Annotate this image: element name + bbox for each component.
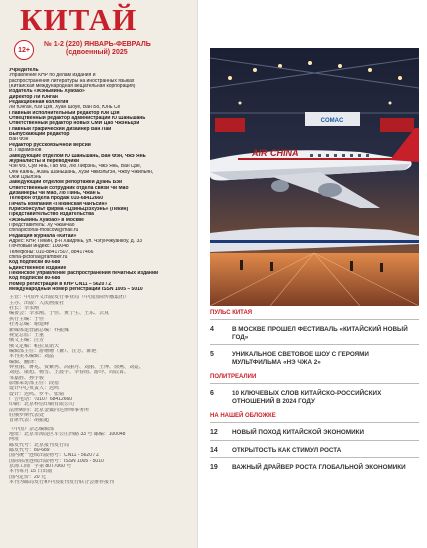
credit-line: 地址：北京市海淀区车公庄西路 33 号 邮编：100048 [9, 432, 126, 438]
credit-line: Юрисконсульт фирма «Цзиньцзэхуэнь» (Пекин) [9, 206, 129, 212]
credit-line: Отвецтвенный редактор администрации Ю Шаньшань [9, 116, 146, 122]
issue-number: № 1-2 (220) ЯНВАРЬ-ФЕВРАЛЬ [44, 41, 151, 48]
credit-line: Номер регистрации в КНР CN11 – 5620 / Z [9, 281, 112, 287]
credit-line: Код подписки 80-688 [9, 276, 61, 282]
toc-article-title: 10 КЛЮЧЕВЫХ СЛОВ КИТАЙСКО-РОССИЙСКИХ ОТНОШЕНИЙ В 2024 ГОДУ [232, 390, 382, 405]
credit-line: Выпускающий редактор [9, 132, 70, 138]
toc-page-number: 14 [210, 446, 218, 454]
credit-line: 《中国》杂志编辑部 [9, 426, 55, 432]
credit-line: Заведующие отделом Ю Шаньшань, Ван Фэн, Чжэ Янь [9, 153, 146, 159]
credit-line: Код подписки 80-688 [9, 260, 61, 266]
cover-photo [210, 48, 419, 306]
credit-line: 印刷：北京科信印刷有限公司 [9, 402, 75, 408]
credit-line: 新媒体运营副总编：乔振煤 [9, 327, 70, 333]
toc-page-number: 4 [210, 326, 214, 333]
credit-line: Телефоны: 010-88417507, 88417466 [9, 249, 94, 255]
credit-line: chinapictorial-moscow@mail.ru [9, 228, 79, 234]
credit-line: В. Парамонов [9, 148, 42, 154]
credit-line: Журналисты и переводчики [9, 158, 80, 164]
credit-line: 主办、出版：人民画报社 [9, 300, 65, 306]
credit-line: Директор Ли Юнган [9, 94, 58, 100]
credit-line: 执行主编：于佳 [9, 316, 45, 322]
credit-line: 影像采访部主任：段蓓 [9, 380, 60, 386]
toc-entry[interactable] [210, 383, 419, 405]
credit-line: Телефон отдела продаж 010-68412660 [9, 196, 104, 202]
credit-line: 网址 [9, 437, 20, 443]
credit-line: Редакционная коллегия [9, 100, 69, 106]
toc-entry[interactable] [210, 422, 419, 437]
credit-line: 设计中心负责人：迟鸣 [9, 386, 60, 392]
banner-text: COMAC [320, 118, 344, 124]
credit-line: 编辑、翻译： [9, 359, 40, 365]
credit-line: Международный номер регистрации ISSN 1005 – 5010 [9, 287, 143, 293]
toc-section-title: ПУЛЬС КИТАЯ [210, 310, 253, 316]
credit-line: 广告电话：（010）68412660 [9, 396, 73, 402]
toc-page-number: 19 [210, 464, 218, 471]
magazine-logo: КИТАЙ [20, 2, 138, 37]
credit-line: 社务总编：谢建峰 [9, 322, 50, 328]
credit-line: 钟亚丽、蒋兆、贾紫冉、高丽丹、刘丽、王博、徐燕、刘霓、 [9, 364, 145, 370]
credit-line: 国内统一连续出版物号：CN11 - 5620 / Z [9, 453, 100, 459]
credit-line: Оян Каянь, Жань Шаньшань, Хуэй Чжиэльтэн, Чжоу Чжильян, [9, 169, 154, 175]
credit-line: 设计：迟鸣、罗平、张婧 [9, 391, 65, 397]
credit-line: Издатель «Жэньминь Хуабао» [9, 89, 85, 95]
credit-line: china-pictorial@rambler.ru [9, 255, 68, 261]
toc-article-title: НОВЫЙ ПОХОД КИТАЙСКОЙ ЭКОНОМИКИ [232, 429, 364, 436]
age-rating-badge: 12+ [14, 40, 34, 60]
credit-line: Учредитель [9, 68, 39, 73]
credit-line: 视觉总监：王重 [9, 332, 45, 338]
credit-line: Представитель: Ху Чжанчао [9, 222, 75, 228]
credit-line: 俄文定稿：帕拉莫诺夫 [9, 343, 60, 349]
credit-line: Ван Фэн [9, 137, 29, 143]
credits-block [9, 68, 193, 485]
toc-article-title: ВАЖНЫЙ ДРАЙВЕР РОСТА ГЛОБАЛЬНОЙ ЭКОНОМИКИ [232, 464, 406, 471]
credit-line: 本刊为邮局发行和中国报刊发行联合会推荐报刊 [9, 480, 115, 486]
credit-line: Печать компания «Пекинская чанъсин» [9, 201, 108, 207]
credit-line: (Китайская международная вещательная корпорация) [9, 84, 136, 90]
credit-line: 国际标准连续出版物号：ISSN 1005 - 5010 [9, 458, 104, 464]
credit-line: Ответственный сотрудник отдела связи Чи Мао [9, 185, 129, 191]
credit-line: 首席代表：胡振超 [9, 418, 50, 424]
credit-line: 本刊美术编辑：刘晶 [9, 354, 55, 360]
credit-line: 国内定价：20 元 [9, 474, 46, 480]
credit-line: Почтовый индекс: 100048 [9, 244, 69, 250]
credit-line: 主管：中国外文出版发行事业局（中国国际传播集团） [9, 295, 130, 301]
toc-page-number: 5 [210, 351, 214, 358]
left-column [0, 0, 198, 548]
credit-line: Редакция журнала «Китай» [9, 233, 77, 239]
credit-line: Адрес: КНР, Пекин, р-н Хайдянь, ул. Чэгунчжуанкоу, д. 33 [9, 239, 143, 244]
credit-line: Представительство издательства [9, 212, 94, 218]
credit-line: Пекинское управление распространения печатных изданий [9, 271, 159, 277]
toc-section-title: НА НАШЕЙ ОБЛОЖКЕ [210, 413, 276, 419]
credit-line: Главный графический дизайнер Ван Лай [9, 126, 112, 132]
credit-line: Ответственный редактор новых СМИ Цао Чжэньцзи [9, 121, 140, 127]
toc-entry[interactable] [210, 344, 419, 366]
credit-line: 邮发代号：80-689 [9, 448, 50, 454]
credit-line: 邮发代号：北京报刊发行局 [9, 442, 70, 448]
credit-line: 法律顾问：北京金诚同达律师事务所 [9, 407, 90, 413]
issue-note: (сдвоенный) 2025 [66, 49, 128, 56]
credit-line: 驻俄罗斯代表处 [9, 413, 45, 418]
credit-line: 京海工商广字第 8077060 号 [9, 464, 72, 470]
credit-line: Оюй Цзылэнь [9, 174, 42, 180]
toc-page-number: 6 [210, 390, 214, 397]
credit-line: «Жэньминь Хуабао» в Москве [9, 217, 84, 223]
credit-line: 编委会：李永刚、于佳、黄宁生、王东、云真 [9, 311, 110, 317]
credit-line: Управление КНР по делам издания и [9, 73, 96, 79]
toc-section-title: ПОЛИТРЕАЛИИ [210, 374, 257, 380]
toc-article-title: В МОСКВЕ ПРОШЕЛ ФЕСТИВАЛЬ «КИТАЙСКИЙ НОВЫЙ ГОД» [232, 326, 408, 341]
issue-info [44, 41, 151, 57]
toc-article-title: ОТКРЫТОСТЬ КАК СТИМУЛ РОСТА [232, 446, 342, 454]
toc-entry[interactable] [210, 457, 419, 472]
credit-line: Ли Юнган, Юй Цзя, Хуан Шоуе, Ван Бо, Юнь Се [9, 105, 121, 111]
credit-line: 刘迎、康旭、杨雪、王晨宇、李春雨、游玲、周辰霄、 [9, 370, 130, 376]
credit-line: распространения литературы на иностранных языках [9, 78, 135, 84]
credit-line: Редактор русскоязычной версии [9, 142, 91, 148]
credit-line: Чэн Фэ, Суй Янь, Гао Мэ, Лю Лифэнь, Чжэ Янь, Ван Цзе, [9, 164, 142, 170]
credit-line: Заведующий отделом репортажей Дуань Бэй [9, 180, 123, 186]
credit-line: Единственное издание [9, 265, 67, 271]
credit-line: Главный исполнительный редактор Юй Цзя [9, 110, 120, 116]
credit-line: 邹嘉胜、孙宇骏 [9, 375, 45, 381]
toc-page-number: 12 [210, 429, 218, 436]
credit-line: 编辑部主任：游珊珊（兼）、汪芳、陈艳 [9, 348, 97, 354]
credit-line: 社长：李永刚 [9, 306, 40, 312]
toc-entry[interactable] [210, 319, 419, 341]
airplane-hangar-image [210, 48, 419, 306]
toc-entry[interactable] [210, 440, 419, 455]
toc-article-title: УНИКАЛЬНОЕ СВЕТОВОЕ ШОУ С ГЕРОЯМИ МУЛЬТФИЛЬМА «НЭ ЧЖА 2» [232, 351, 369, 366]
credit-line: 俄文主编：汪芳 [9, 338, 45, 344]
credit-line: 本刊每月 15 日出版 [9, 469, 53, 475]
credit-line: Дизайнеры Чи Мао, Ло Пинь, Чжан Е [9, 190, 101, 196]
airline-text: AIR CHINA [252, 148, 299, 158]
table-of-contents [210, 310, 419, 472]
